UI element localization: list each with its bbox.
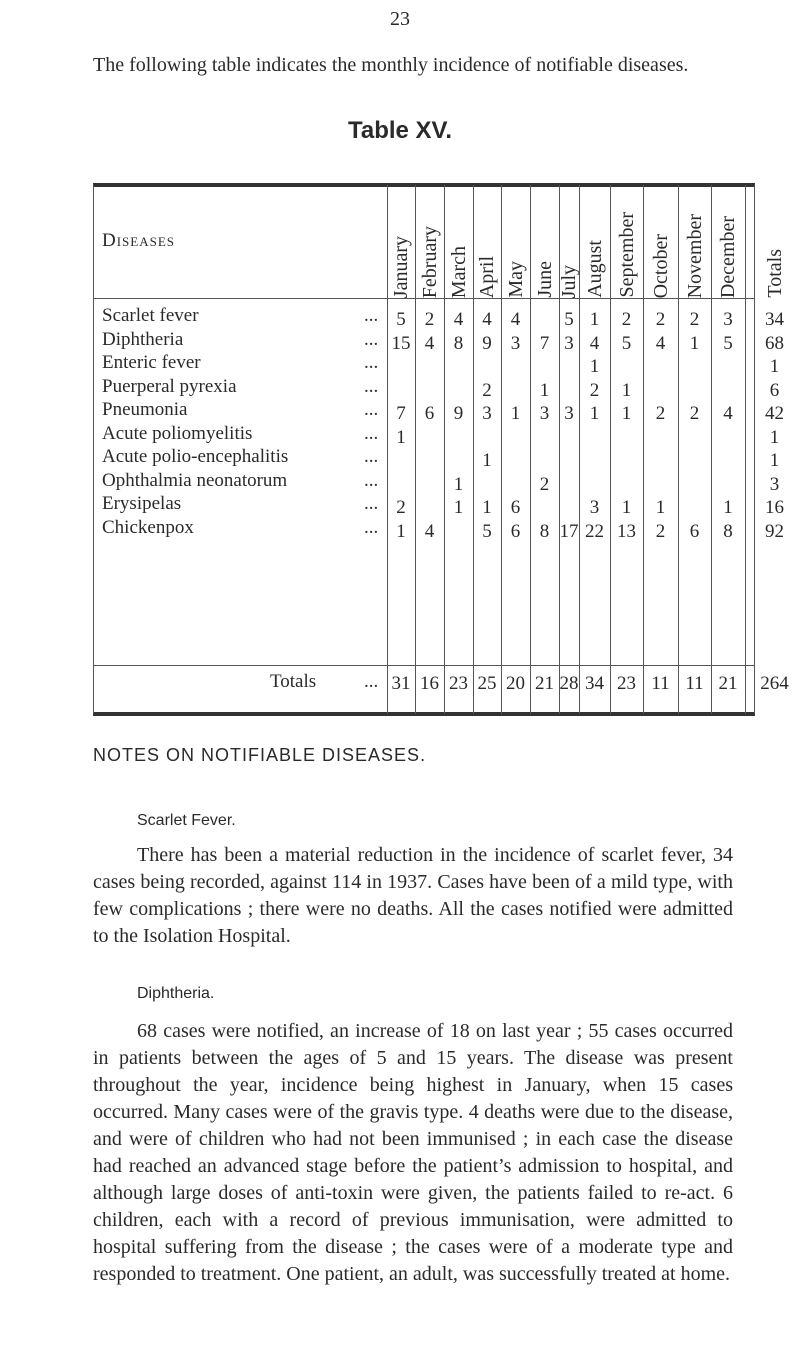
monthly-total-cell: 23 [617, 673, 636, 694]
row-total-cell: 3 [769, 473, 780, 495]
count-cell: 13 [617, 520, 636, 542]
count-cell: 4 [424, 520, 435, 542]
count-cell: 8 [539, 520, 550, 542]
count-cell: 1 [621, 379, 632, 401]
scarlet-fever-heading: Scarlet Fever. [137, 812, 236, 829]
count-cell: 5 [621, 332, 632, 354]
month-header-cell [559, 191, 579, 298]
disease-name: Ophthalmia neonatorum [102, 469, 288, 491]
disease-name: Acute polio-encephalitis [102, 446, 289, 467]
count-cell: 8 [723, 520, 733, 542]
count-cell: 6 [510, 497, 521, 518]
count-cell: 3 [564, 332, 574, 354]
count-cell: 2 [655, 520, 666, 542]
leader-dots: ... [364, 493, 379, 514]
count-cell: 4 [655, 332, 666, 354]
row-total-cell: 34 [765, 309, 784, 330]
month-header-cell [610, 191, 643, 298]
row-total-cell: 68 [765, 332, 784, 354]
monthly-total-cell: 11 [685, 673, 704, 694]
count-cell: 2 [655, 403, 666, 424]
disease-name: Chickenpox [102, 516, 194, 538]
count-cell: 3 [723, 309, 733, 330]
count-cell: 1 [589, 356, 600, 377]
month-header-cell [444, 191, 473, 298]
count-cell: 6 [510, 520, 521, 542]
count-cell: 4 [453, 309, 464, 330]
count-cell: 8 [453, 332, 464, 354]
count-cell: 2 [689, 403, 700, 424]
month-header: February [418, 225, 441, 298]
count-cell: 17 [559, 520, 579, 542]
count-cell: 2 [589, 379, 600, 401]
count-cell: 15 [391, 332, 411, 354]
row-total-cell: 6 [769, 379, 780, 401]
month-header: September [615, 212, 638, 298]
row-total-cell: 1 [769, 450, 780, 471]
row-total-cell: 92 [765, 520, 784, 542]
count-cell: 1 [655, 497, 666, 518]
disease-name: Diphtheria [102, 328, 184, 350]
leader-dots: ... [364, 375, 379, 397]
month-header-cell [745, 191, 800, 298]
count-cell: 5 [396, 309, 406, 330]
count-cell: 1 [689, 332, 700, 354]
monthly-total-cell: 31 [391, 673, 411, 694]
row-total-cell: 42 [765, 403, 784, 424]
month-header-cell [643, 191, 678, 298]
count-cell: 1 [482, 497, 492, 518]
count-cell: 4 [510, 309, 521, 330]
count-cell: 6 [689, 520, 700, 542]
count-cell: 1 [723, 497, 733, 518]
count-cell: 2 [655, 309, 666, 330]
count-cell: 1 [396, 520, 406, 542]
leader-dots: ... [364, 422, 379, 444]
count-cell: 5 [723, 332, 733, 354]
totals-header: Totals [763, 249, 786, 298]
month-header: January [390, 235, 412, 298]
count-cell: 3 [539, 403, 550, 424]
count-cell: 9 [453, 403, 464, 424]
monthly-total-cell: 28 [559, 673, 579, 694]
disease-name: Puerperal pyrexia [102, 375, 237, 397]
count-cell: 4 [424, 332, 435, 354]
totals-label: Totals [270, 671, 317, 692]
count-cell: 4 [482, 309, 492, 330]
leader-dots: ... [364, 446, 379, 467]
count-cell: 2 [396, 497, 406, 518]
month-header: May [504, 261, 527, 298]
monthly-total-cell: 21 [718, 673, 738, 694]
scarlet-fever-paragraph: There has been a material reduction in the incidence of scarlet fever, 34 cases being recorded, against 114 in 1937. Cases have been of a mild type, with few complications ; there were no deaths. All the cases notified were admitted to the Isolation Hospital. [93, 844, 733, 947]
leader-dots: ... [364, 328, 379, 350]
count-cell: 2 [539, 473, 550, 495]
leader-dots: ... [364, 469, 379, 491]
count-cell: 1 [621, 497, 632, 518]
count-cell: 6 [424, 403, 435, 424]
totals-rule [94, 665, 754, 666]
diseases-column-header: Diseases [102, 230, 176, 251]
month-header: April [476, 255, 498, 298]
leader-dots: ... [364, 305, 379, 326]
row-total-cell: 1 [769, 426, 780, 448]
diphtheria-paragraph: 68 cases were notified, an increase of 18 on last year ; 55 cases occurred in patients between the ages of 5 and 15 years. The disease was present throughout the year, incidence being highest in January, when 15 cases occurred. Many cases were of the gravis type. 4 deaths were due to the disease, and were of children who had not been immunised ; in each case the disease had reached an advanced stage before the patient’s admission to hospital, and although large doses of anti-toxin were given, the patients failed to re-act. 6 children, each with a record of previous immunisation, were admitted to hospital suffering from the disease ; the cases were of a moderate type and responded to treatment. One patient, an adult, was successfully treated at home. [93, 1020, 733, 1285]
count-cell: 1 [589, 403, 600, 424]
count-cell: 2 [689, 309, 700, 330]
count-cell: 2 [482, 379, 492, 401]
count-cell: 3 [510, 332, 521, 354]
count-cell: 7 [396, 403, 406, 424]
disease-name: Pneumonia [102, 399, 188, 420]
count-cell: 5 [482, 520, 492, 542]
row-total-cell: 16 [765, 497, 784, 518]
count-cell: 1 [589, 309, 600, 330]
count-cell: 3 [564, 403, 574, 424]
month-header: March [447, 245, 470, 298]
month-header-cell [387, 191, 415, 298]
count-cell: 3 [482, 403, 492, 424]
count-cell: 1 [396, 426, 406, 448]
month-header: July [558, 264, 580, 298]
leader-dots: ... [364, 399, 379, 420]
count-cell: 22 [585, 520, 604, 542]
month-header: November [683, 213, 706, 298]
monthly-total-cell: 23 [449, 673, 468, 694]
diphtheria-heading: Diphtheria. [137, 985, 215, 1002]
count-cell: 1 [453, 497, 464, 518]
disease-name: Enteric fever [102, 352, 201, 373]
leader-dots: ... [364, 516, 379, 538]
table-title: Table XV. [347, 117, 453, 144]
monthly-total-cell: 21 [535, 673, 554, 694]
leader-dots: ... [364, 352, 379, 373]
count-cell: 1 [510, 403, 521, 424]
month-header: October [649, 233, 672, 298]
month-header: December [717, 215, 739, 298]
month-header-cell [530, 191, 559, 298]
monthly-total-cell: 20 [506, 673, 525, 694]
count-cell: 1 [482, 450, 492, 471]
count-cell: 2 [621, 309, 632, 330]
notes-heading: NOTES ON NOTIFIABLE DISEASES. [93, 745, 427, 765]
month-header-cell [711, 191, 745, 298]
month-header: June [533, 261, 556, 298]
month-header-cell [579, 191, 610, 298]
disease-name: Scarlet fever [102, 305, 199, 326]
count-cell: 9 [482, 332, 492, 354]
month-header-cell [473, 191, 501, 298]
monthly-total-cell: 11 [651, 673, 670, 694]
count-cell: 5 [564, 309, 574, 330]
month-header: August [583, 240, 606, 298]
month-header-cell [501, 191, 530, 298]
disease-name: Acute poliomyelitis [102, 422, 253, 444]
count-cell: 1 [453, 473, 464, 495]
totals-leader-dots: ... [364, 671, 379, 692]
count-cell: 3 [589, 497, 600, 518]
count-cell: 4 [723, 403, 733, 424]
row-total-cell: 1 [769, 356, 780, 377]
count-cell: 1 [539, 379, 550, 401]
disease-name: Erysipelas [102, 493, 182, 514]
month-header-cell [678, 191, 711, 298]
monthly-total-cell: 25 [477, 673, 497, 694]
intro-text: The following table indicates the monthly incidence of notifiable diseases. [93, 54, 689, 76]
count-cell: 2 [424, 309, 435, 330]
grand-total-cell: 264 [760, 673, 789, 694]
count-cell: 1 [621, 403, 632, 424]
disease-table [93, 183, 789, 716]
page-number: 23 [390, 8, 410, 30]
count-cell: 4 [589, 332, 600, 354]
monthly-total-cell: 16 [420, 673, 439, 694]
month-header-cell [415, 191, 444, 298]
count-cell: 7 [539, 332, 550, 354]
monthly-total-cell: 34 [585, 673, 604, 694]
